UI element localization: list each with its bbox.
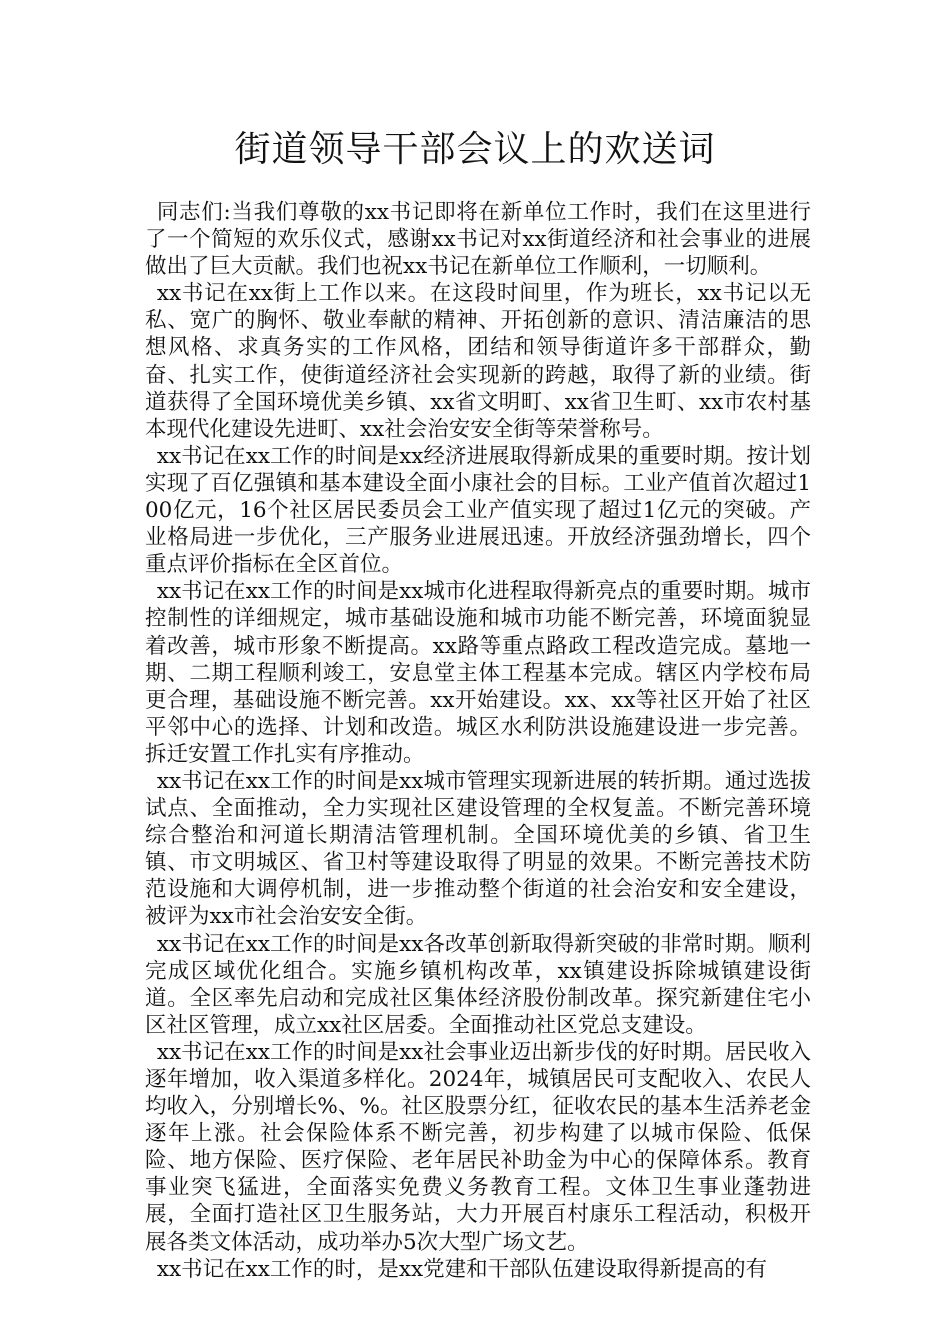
- document-title: 街道领导干部会议上的欢送词: [234, 129, 716, 170]
- paragraph-urbanization: xx书记在xx工作的时间是xx城市化进程取得新亮点的重要时期。城市控制性的详细规定，城市基础设施和城市功能不断完善，环境面貌显着改善，城市形象不断提高。xx路等重点路政工程改造完成。墓地一期、二期工程顺利竣工，安息堂主体工程基本完成。辖区内学校布局更合理，基础设施不断完善。xx开始建设。xx、xx等社区开始了社区平邻中心的选择、计划和改造。城区水利防洪设施建设进一步完善。拆迁安置工作扎实有序推动。: [145, 579, 811, 767]
- paragraph-party-building: xx书记在xx工作的时，是xx党建和干部队伍建设取得新提高的有: [156, 1256, 768, 1282]
- paragraph-city-management: xx书记在xx工作的时间是xx城市管理实现新进展的转折期。通过选拔试点、全面推动，全力实现社区建设管理的全权复盖。不断完善环境综合整治和河道长期清洁管理机制。全国环境优美的乡镇、省卫生镇、市文明城区、省卫村等建设取得了明显的效果。不断完善技术防范设施和大调停机制，进一步推动整个街道的社会治安和安全建设，被评为xx市社会治安安全街。: [145, 768, 811, 930]
- document-body: [145, 199, 811, 1283]
- paragraph-economy: xx书记在xx工作的时间是xx经济进展取得新成果的重要时期。按计划实现了百亿强镇和基本建设全面小康社会的目标。工业产值首次超过100亿元，16个社区居民委员会工业产值实现了超过1亿元的突破。产业格局进一步优化，三产服务业进展迅速。开放经济强劲增长，四个重点评价指标在全区首位。: [145, 443, 811, 578]
- paragraph-social-affairs: xx书记在xx工作的时间是xx社会事业迈出新步伐的好时期。居民收入逐年增加，收入渠道多样化。2024年，城镇居民可支配收入、农民人均收入，分别增长%、%。社区股票分红，征收农民的基本生活养老金逐年上涨。社会保险体系不断完善，初步构建了以城市保险、低保险、地方保险、医疗保险、老年居民补助金为中心的保障体系。教育事业突飞猛进，全面落实免费义务教育工程。文体卫生事业蓬勃进展，全面打造社区卫生服务站，大力开展百村康乐工程活动，积极开展各类文体活动，成功举办5次大型广场文艺。: [145, 1039, 811, 1255]
- paragraph-greeting: 同志们:当我们尊敬的xx书记即将在新单位工作时，我们在这里进行了一个简短的欢乐仪式，感谢xx书记对xx街道经济和社会事业的进展做出了巨大贡献。我们也祝xx书记在新单位工作顺利，一切顺利。: [145, 200, 811, 280]
- paragraph-reform: xx书记在xx工作的时间是xx各改革创新取得新突破的非常时期。顺利完成区域优化组合。实施乡镇机构改革，xx镇建设拆除城镇建设街道。全区率先启动和完成社区集体经济股份制改革。探究新建住宅小区社区管理，成立xx社区居委。全面推动社区党总支建设。: [145, 931, 811, 1038]
- paragraph-achievements: xx书记在xx街上工作以来。在这段时间里，作为班长，xx书记以无私、宽广的胸怀、敬业奉献的精神、开拓创新的意识、清洁廉洁的思想风格、求真务实的工作风格，团结和领导街道许多干部群众，勤奋、扎实工作，使街道经济社会实现新的跨越，取得了新的业绩。街道获得了全国环境优美乡镇、xx省文明町、xx省卫生町、xx市农村基本现代化建设先进町、xx社会治安安全街等荣誉称号。: [145, 281, 811, 442]
